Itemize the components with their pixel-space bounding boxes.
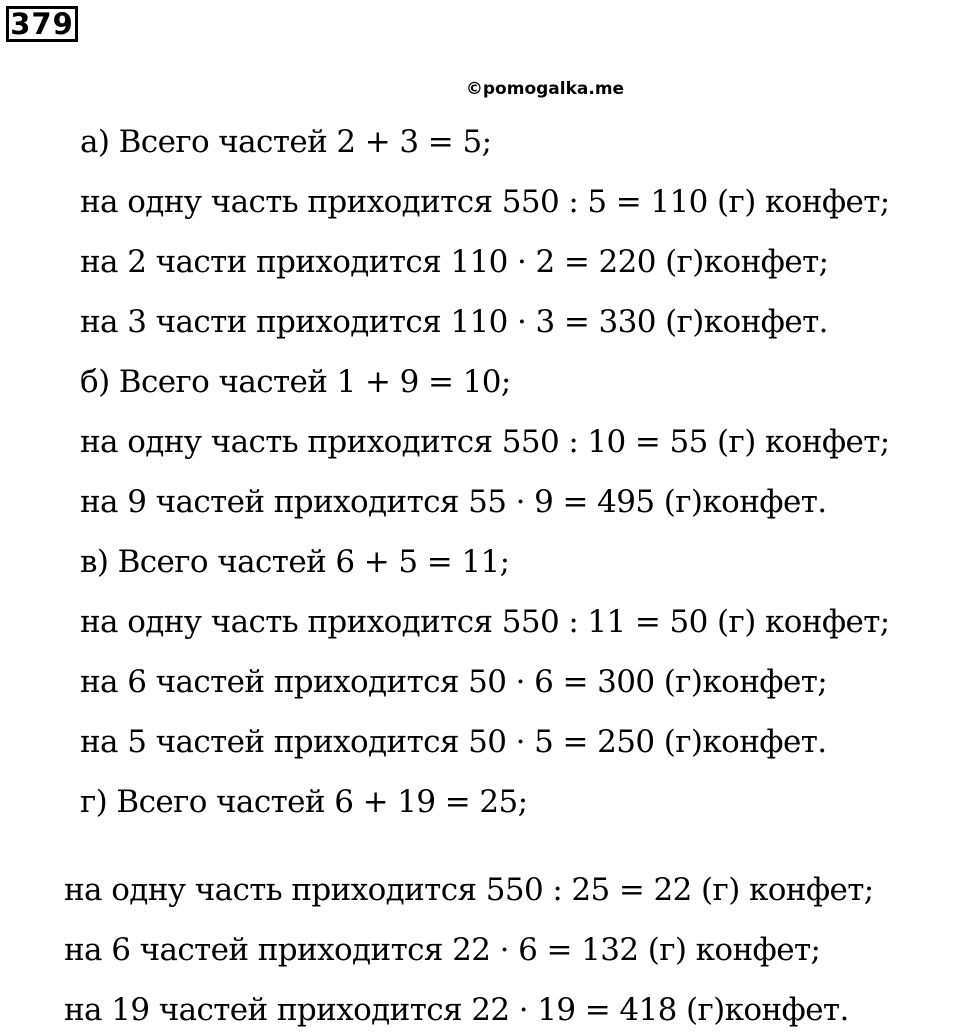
solution-line-g-one-part: на одну часть приходится 550 : 25 = 22 (г) конфет; bbox=[64, 872, 874, 908]
solution-line-g-part-19: на 19 частей приходится 22 · 19 = 418 (г)конфет. bbox=[64, 992, 849, 1028]
solution-line-v-part-6: на 6 частей приходится 50 · 6 = 300 (г)конфет; bbox=[80, 664, 828, 700]
solution-line-b-part-9: на 9 частей приходится 55 · 9 = 495 (г)конфет. bbox=[80, 484, 827, 520]
watermark: ©pomogalka.me bbox=[465, 79, 625, 99]
solution-line-v-one-part: на одну часть приходится 550 : 11 = 50 (г) конфет; bbox=[80, 604, 890, 640]
solution-line-b-total: б) Всего частей 1 + 9 = 10; bbox=[80, 364, 511, 400]
solution-line-b-one-part: на одну часть приходится 550 : 10 = 55 (г) конфет; bbox=[80, 424, 890, 460]
solution-line-a-part-3: на 3 части приходится 110 · 3 = 330 (г)конфет. bbox=[80, 304, 828, 340]
solution-line-g-part-6: на 6 частей приходится 22 · 6 = 132 (г) конфет; bbox=[64, 932, 821, 968]
solution-line-v-part-5: на 5 частей приходится 50 · 5 = 250 (г)конфет. bbox=[80, 724, 827, 760]
solution-line-v-total: в) Всего частей 6 + 5 = 11; bbox=[80, 544, 510, 580]
problem-number-box: 379 bbox=[6, 6, 78, 42]
solution-line-a-total: а) Всего частей 2 + 3 = 5; bbox=[80, 124, 492, 160]
solution-line-a-part-2: на 2 части приходится 110 · 2 = 220 (г)конфет; bbox=[80, 244, 829, 280]
solution-line-g-total: г) Всего частей 6 + 19 = 25; bbox=[80, 784, 528, 820]
solution-line-a-one-part: на одну часть приходится 550 : 5 = 110 (г) конфет; bbox=[80, 184, 890, 220]
